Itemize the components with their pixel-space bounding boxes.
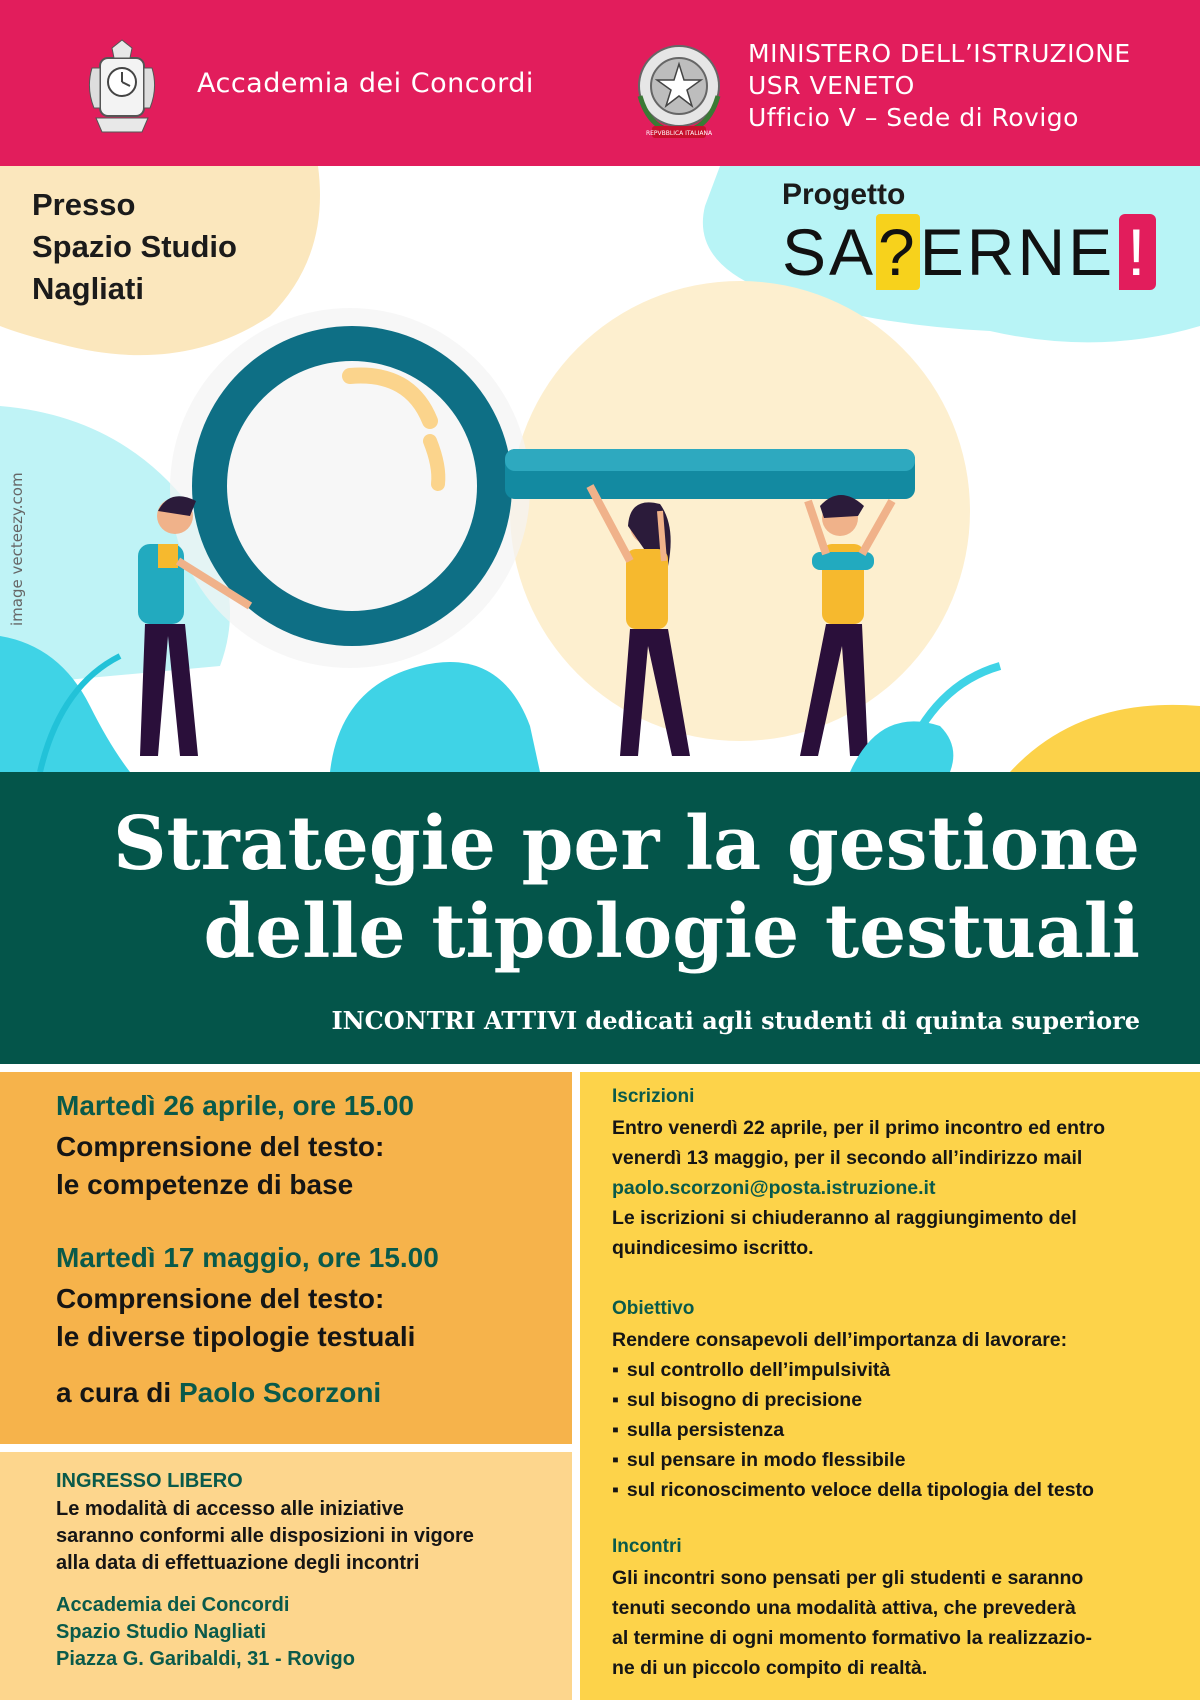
obiettivo-list [612,1355,1094,1505]
text-line: Le iscrizioni si chiuderanno al raggiungimento del [612,1207,1077,1229]
venue-line: Presso [32,187,136,222]
topic-line: le competenze di base [56,1169,354,1200]
session-date: Martedì 17 maggio, ore 15.00 [56,1242,439,1273]
text-line: Entro venerdì 22 aprile, per il primo incontro ed entro [612,1117,1106,1139]
list-item: ▪ sul riconoscimento veloce della tipologia del testo [612,1475,1094,1505]
text-line: quindicesimo iscritto. [612,1237,814,1259]
title-banner [0,772,1200,1064]
info-panel [580,1072,1200,1700]
venue-line: Nagliati [32,271,144,306]
ministry-line: MINISTERO DELL’ISTRUZIONE [748,39,1131,68]
logo-part: SA [782,215,877,289]
ministry-line: USR VENETO [748,71,915,100]
logo-question-mark: ? [878,215,918,289]
venue-label [32,184,237,310]
incontri-text [612,1563,1092,1683]
event-subtitle: INCONTRI ATTIVI dedicati agli studenti di quinta superiore [331,1006,1140,1035]
access-text [56,1496,474,1577]
incontri-heading: Incontri [612,1536,682,1557]
image-credit: image vecteezy.com [8,472,26,626]
obiettivo-heading: Obiettivo [612,1298,695,1319]
italian-republic-emblem-icon [630,36,728,144]
topic-line: Comprensione del testo: [56,1283,385,1314]
logo-part: ERNE [919,215,1116,289]
header-bar [0,0,1200,166]
access-line: Le modalità di accesso alle iniziative [56,1498,404,1520]
text-line: ne di un piccolo compito di realtà. [612,1657,928,1679]
email-link[interactable]: paolo.scorzoni@posta.istruzione.it [612,1177,936,1199]
ministry-block [748,38,1131,134]
text-line: tenuti secondo una modalità attiva, che prevederà [612,1597,1076,1619]
address-line: Accademia dei Concordi [56,1594,290,1616]
hero-illustration [0,166,1200,772]
venue-address [56,1592,355,1673]
text-line: venerdì 13 maggio, per il secondo all’indirizzo mail [612,1147,1083,1169]
curated-prefix: a cura di [56,1377,172,1408]
project-label: Progetto [782,178,906,211]
curated-by [56,1374,381,1412]
access-line: saranno conformi alle disposizioni in vigore [56,1525,474,1547]
access-line: alla data di effettuazione degli incontri [56,1552,420,1574]
list-item: ▪ sul controllo dell’impulsività [612,1355,1094,1385]
topic-line: le diverse tipologie testuali [56,1321,416,1352]
curator-name: Paolo Scorzoni [178,1377,382,1408]
session-date: Martedì 26 aprile, ore 15.00 [56,1090,414,1121]
access-heading: INGRESSO LIBERO [56,1470,243,1492]
logo-exclamation: ! [1119,214,1156,290]
title-line: delle tipologie testuali [203,889,1140,975]
address-line: Piazza G. Garibaldi, 31 - Rovigo [56,1648,355,1670]
text-line: al termine di ogni momento formativo la realizzazio- [612,1627,1092,1649]
sessions-panel [0,1072,572,1444]
address-line: Spazio Studio Nagliati [56,1621,267,1643]
session-topic [56,1280,415,1356]
text-line: Gli incontri sono pensati per gli studenti e saranno [612,1567,1084,1589]
session-topic [56,1128,384,1204]
list-item: ▪ sul pensare in modo flessibile [612,1445,1094,1475]
saperne-logo [782,214,1156,290]
venue-line: Spazio Studio [32,229,237,264]
emblem-label: REPVBBLICA ITALIANA [645,130,713,137]
list-item: ▪ sulla persistenza [612,1415,1094,1445]
ministry-line: Ufficio V – Sede di Rovigo [748,103,1079,132]
accademia-crest-icon [86,38,158,136]
iscrizioni-heading: Iscrizioni [612,1086,695,1107]
title-line: Strategie per la gestione [113,801,1140,887]
obiettivo-intro: Rendere consapevoli dell’importanza di lavorare: [612,1329,1068,1351]
event-title [113,800,1140,976]
iscrizioni-text [612,1113,1105,1263]
accademia-name: Accademia dei Concordi [197,68,534,99]
list-item: ▪ sul bisogno di precisione [612,1385,1094,1415]
access-panel [0,1452,572,1700]
topic-line: Comprensione del testo: [56,1131,385,1162]
